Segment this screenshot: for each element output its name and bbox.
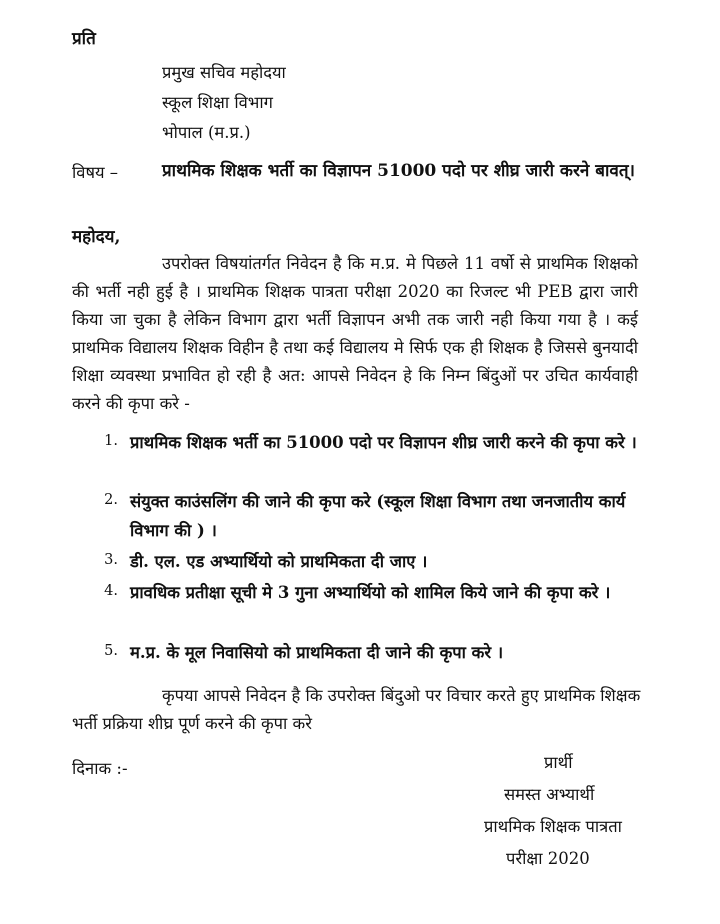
point-5-text: म.प्र. के मूल निवासियो को प्राथमिकता दी जाने की कृपा करे ।	[130, 643, 504, 662]
subject-text: प्राथमिक शिक्षक भर्ती का विज्ञापन 51000 पदो पर शीघ्र जारी करने बावत्।	[162, 161, 635, 181]
point-3-number: 3.	[104, 552, 118, 568]
recipient-line-3: भोपाल (म.प्र.)	[162, 123, 251, 142]
point-2-number: 2.	[104, 492, 118, 508]
signature-line-4: परीक्षा 2020	[506, 849, 590, 868]
signature-line-3: प्राथमिक शिक्षक पात्रता	[484, 817, 622, 836]
body-paragraph: उपरोक्त विषयांतर्गत निवेदन है कि म.प्र. मे पिछले 11 वर्षो से प्राथमिक शिक्षको की भर्ती नही हुई है । प्राथमिक शिक्षक पात्रता परीक्षा 2020 का रिजल्ट भी PEB द्वारा जारी किया जा चुका है लेकिन विभाग द्वारा भर्ती विज्ञापन अभी तक जारी नही किया गया है । कई प्राथमिक विद्यालय शिक्षक विहीन है तथा कई विद्यालय मे सिर्फ एक ही शिक्षक है जिससे बुनयादी शिक्षा व्यवस्था प्रभावित हो रही है अत: आपसे निवेदन हे कि निम्न बिंदुओं पर उचित कार्यवाही करने की कृपा करे -	[72, 254, 638, 413]
date-label: दिनाक :-	[72, 759, 128, 778]
point-2-text: संयुक्त काउंसलिंग की जाने की कृपा करे (स्कूल शिक्षा विभाग तथा जनजातीय कार्य विभाग की ) ।	[130, 492, 626, 540]
salutation: महोदय,	[72, 227, 121, 247]
signature-line-2: समस्त अभ्यार्थी	[504, 785, 595, 804]
to-label: प्रति	[72, 29, 96, 49]
point-4-text: प्रावधिक प्रतीक्षा सूची मे 3 गुना अभ्यार्थियो को शामिल किये जाने की कृपा करे ।	[130, 583, 611, 602]
point-1-number: 1.	[104, 433, 118, 449]
point-4-number: 4.	[104, 583, 118, 599]
signature-line-1: प्रार्थी	[544, 753, 573, 772]
closing-paragraph: कृपया आपसे निवेदन है कि उपरोक्त बिंदुओ पर विचार करते हुए प्राथमिक शिक्षक भर्ती प्रक्रिया शीघ्र पूर्ण करने की कृपा करे	[72, 686, 641, 733]
recipient-line-2: स्कूल शिक्षा विभाग	[162, 93, 273, 112]
point-3-text: डी. एल. एड अभ्यार्थियो को प्राथमिकता दी जाए ।	[130, 552, 428, 571]
subject-label: विषय –	[72, 163, 119, 182]
point-1-text: प्राथमिक शिक्षक भर्ती का 51000 पदो पर विज्ञापन शीघ्र जारी करने की कृपा करे ।	[130, 433, 637, 452]
recipient-line-1: प्रमुख सचिव महोदया	[162, 63, 286, 82]
point-5-number: 5.	[104, 643, 118, 659]
